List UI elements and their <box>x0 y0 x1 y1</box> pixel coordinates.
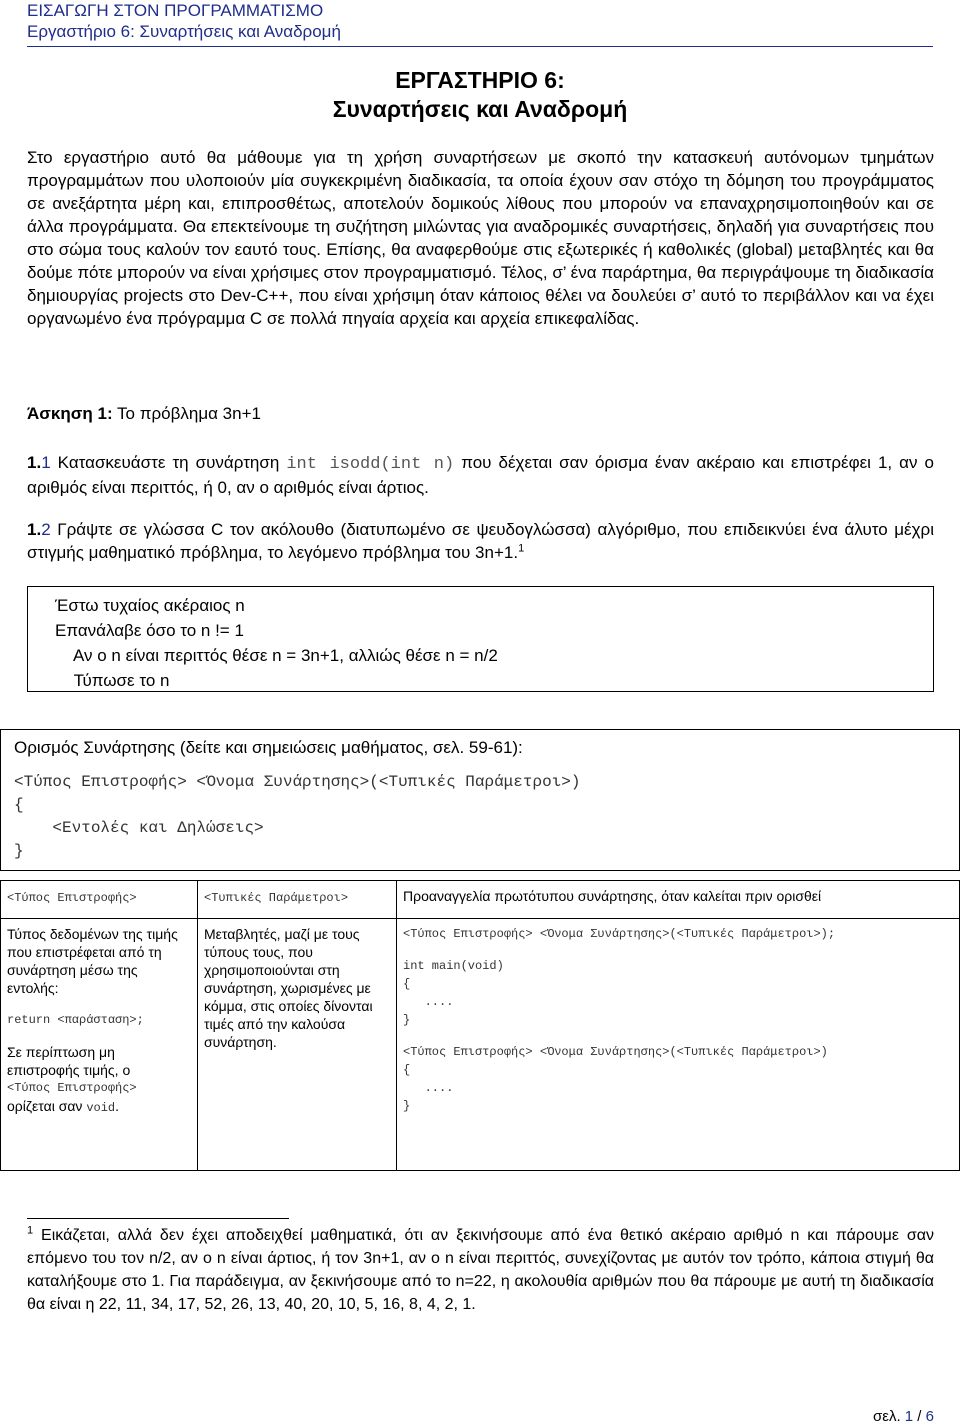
footnote-text: Εικάζεται, αλλά δεν έχει αποδειχθεί μαθηματικά, ότι αν ξεκινήσουμε από ένα θετικό ακέραιο αριθμό n και πάρουμε σαν επόμενο του τον n/2, αν ο n είναι άρτιος, ή τον 3n+1, αν ο n είναι περιττός, συνεχίζοντας με αυτόν τον τρόπο, κάποια στιγμή θα καταλήξουμε στο 1. Για παράδειγμα, αν ξεκινήσουμε από το n=22, η ακολουθία αριθμών που θα πάρουμε με αυτή τη διαδικασία θα είναι η 22, 11, 34, 17, 52, 26, 13, 40, 20, 10, 5, 16, 8, 4, 2, 1. <box>27 1227 934 1313</box>
exercise-heading-rest: Το πρόβλημα 3n+1 <box>112 404 261 423</box>
function-definition-box <box>0 729 960 871</box>
definition-title: Ορισμός Συνάρτησης (δείτε και σημειώσεις μαθήματος, σελ. 59-61): <box>14 738 523 757</box>
return-type-placeholder: <Τύπος Επιστροφής> <box>7 1081 137 1095</box>
return-statement-code: return <παράσταση>; <box>7 1013 144 1027</box>
table-cell-params <box>198 919 397 1171</box>
function-parts-table <box>0 880 960 1171</box>
definition-code-line: <Εντολές και Δηλώσεις> <box>14 819 264 837</box>
table-cell-return-type <box>1 919 198 1171</box>
table-header-row <box>1 881 960 919</box>
title-line-1: ΕΡΓΑΣΤΗΡΙΟ 6: <box>395 67 565 93</box>
q1-text-b: που δέχεται σαν όρισμα έναν ακέραιο και επιστρέφει 1, αν ο αριθμός είναι περιττός, ή 0, αν ο αριθμός είναι άρτιος. <box>27 453 934 497</box>
table-header-params: <Τυπικές Παράμετροι> <box>198 881 397 919</box>
exercise-heading-bold: Άσκηση 1: <box>27 404 113 423</box>
page-total: 6 <box>925 1408 934 1425</box>
q2-number-prefix: 1. <box>27 520 42 539</box>
intro-part-1: Στο εργαστήριο αυτό θα μάθουμε για τη χρήση συναρτήσεων με σκοπό την κατασκευή αυτόνομων τμημάτων προγραμμάτων που υλοποιούν μία συγκεκριμένη διαδικασία, τα οποία έχουν σαν στόχο τη δόμηση του προγράμματος σε ανεξάρτητα μέρη και, επιπροσθέτως, αποτελούν δομικούς λίθους που μπορούν να επαναχρησιμοποιηθούν και σε άλλα προγράμματα. Θα επεκτείνουμε τη συζήτηση μιλώντας για αναδρομικές συναρτήσεις, δηλαδή για συναρτήσεις που στο σώμα τους καλούν τον εαυτό τους. Επίσης, θα αναφερθούμε στις εξωτερικές ή καθολικές (global) μεταβλητές και θα δούμε πότε μπορούν να είναι χρήσιμες στον προγραμματισμό. <box>27 148 934 282</box>
definition-code-line: } <box>14 842 24 860</box>
table-cell-prototype <box>397 919 960 1171</box>
footnote-rule <box>27 1218 289 1219</box>
pseudocode-line: Έστω τυχαίος ακέραιος n <box>55 596 245 615</box>
question-1-1 <box>27 451 934 499</box>
q1-function-signature: int isodd(int n) <box>286 455 455 474</box>
pseudocode-box <box>27 586 934 692</box>
pseudocode-line: Επανάλαβε όσο το n != 1 <box>55 621 244 640</box>
intro-paragraph <box>27 146 934 330</box>
definition-code-line: { <box>14 796 24 814</box>
header-lab: Εργαστήριο 6: Συναρτήσεις και Αναδρομή <box>27 22 341 41</box>
table-header-return-type: <Τύπος Επιστροφής> <box>1 881 198 919</box>
exercise-heading <box>27 402 934 425</box>
footnote-mark: 1 <box>27 1224 34 1237</box>
prototype-declaration: <Τύπος Επιστροφής> <Όνομα Συνάρτησης>(<Τυπικές Παράμετροι>); <box>403 927 836 941</box>
return-type-description: Τύπος δεδομένων της τιμής που επιστρέφεται από τη συνάρτηση μέσω της εντολής: <box>7 926 178 996</box>
page-title <box>0 66 960 124</box>
q1-number-suffix: 1 <box>41 453 51 472</box>
pseudocode-line: Αν ο n είναι περιττός θέσε n = 3n+1, αλλιώς θέσε n = n/2 <box>55 646 498 665</box>
params-description: Μεταβλητές, μαζί με τους τύπους τους, που χρησιμοποιούνται στη συνάρτηση, χωρισμένες με κόμμα, στις οποίες δίνονται τιμές από την καλούσα συνάρτηση. <box>204 926 373 1050</box>
function-definition-code: <Τύπος Επιστροφής> <Όνομα Συνάρτησης>(<Τυπικές Παράμετροι>) { .... } <box>403 1045 828 1113</box>
q2-number-suffix: 2 <box>41 520 51 539</box>
title-line-2: Συναρτήσεις και Αναδρομή <box>332 96 628 122</box>
header-course: ΕΙΣΑΓΩΓΗ ΣΤΟΝ ΠΡΟΓΡΑΜΜΑΤΙΣΜΟ <box>27 1 324 20</box>
table-row <box>1 919 960 1171</box>
void-note: Σε περίπτωση μη επιστροφής τιμής, ο <box>7 1044 131 1078</box>
q2-text: Γράψτε σε γλώσσα C τον ακόλουθο (διατυπωμένο σε ψευδογλώσσα) αλγόριθμο, που επιδεικνύει ένα άλυτο μέχρι στιγμής μαθηματικό πρόβλημα, το λεγόμενο πρόβλημα του 3n+1. <box>27 520 934 562</box>
running-header <box>27 0 341 42</box>
footnote <box>27 1224 934 1316</box>
intro-part-2: Τέλος, σ’ ένα παράρτημα, θα περιγράψουμε τη διαδικασία δημιουργίας projects στο Dev-C++, που είναι χρήσιμη όταν κάποιος θέλει να δουλεύει σ’ αυτό το περιβάλλον και να έχει οργανωμένο ένα πρόγραμμα C σε πολλά πηγαία αρχεία και αρχεία επικεφαλίδας. <box>27 263 934 328</box>
q1-number-prefix: 1. <box>27 453 42 472</box>
table-header-prototype: Προαναγγελία πρωτότυπου συνάρτησης, όταν καλείται πριν ορισθεί <box>397 881 960 919</box>
page-number: σελ. 1 / 6 <box>873 1408 934 1425</box>
main-function-code: int main(void) { .... } <box>403 959 504 1027</box>
header-rule <box>27 46 933 47</box>
pseudocode-line: Τύπωσε το n <box>55 671 170 690</box>
footnote-ref: 1 <box>518 542 525 555</box>
page-current: 1 <box>904 1408 914 1425</box>
void-line: ορίζεται σαν void. <box>7 1098 120 1115</box>
question-1-2 <box>27 518 934 564</box>
q1-text-a: Κατασκευάστε τη συνάρτηση <box>50 453 287 472</box>
definition-code-line: <Τύπος Επιστροφής> <Όνομα Συνάρτησης>(<Τυπικές Παράμετροι>) <box>14 773 581 791</box>
